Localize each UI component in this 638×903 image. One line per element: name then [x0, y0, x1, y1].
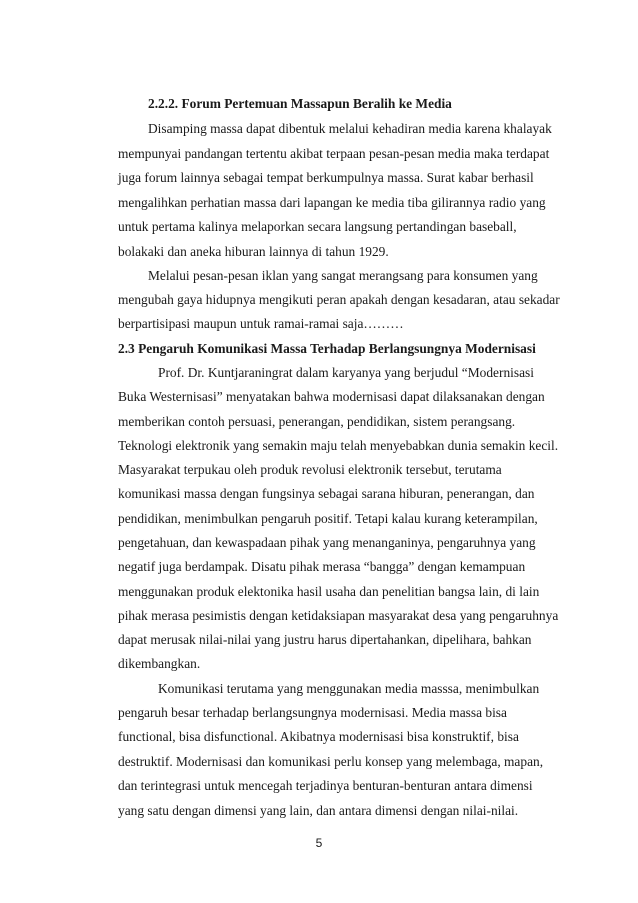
paragraph-line: menggunakan produk elektonika hasil usaha dan penelitian bangsa lain, di lain	[118, 584, 540, 599]
paragraph-line: memberikan contoh persuasi, penerangan, pendidikan, sistem perangsang.	[118, 414, 516, 429]
paragraph-line: yang satu dengan dimensi yang lain, dan antara dimensi dengan nilai-nilai.	[118, 803, 519, 818]
paragraph-line: functional, bisa disfunctional. Akibatnya modernisasi bisa konstruktif, bisa	[118, 729, 519, 744]
paragraph-line: pihak merasa pesimistis dengan ketidaksiapan masyarakat desa yang pengaruhnya	[118, 608, 559, 623]
section-heading: 2.2.2. Forum Pertemuan Massapun Beralih ke Media	[148, 96, 452, 111]
page-number: 5	[315, 836, 323, 850]
paragraph-line: bolakaki dan aneka hiburan lainnya di tahun 1929.	[118, 244, 389, 259]
paragraph-line: pendidikan, menimbulkan pengaruh positif. Tetapi kalau kurang keterampilan,	[118, 511, 538, 526]
paragraph-line: pengaruh besar terhadap berlangsungnya modernisasi. Media massa bisa	[118, 705, 507, 720]
paragraph-line: komunikasi massa dengan fungsinya sebagai sarana hiburan, penerangan, dan	[118, 486, 535, 501]
paragraph-line: pengetahuan, dan kewaspadaan pihak yang menanganinya, pengaruhnya yang	[118, 535, 536, 550]
paragraph-line: destruktif. Modernisasi dan komunikasi perlu konsep yang melembaga, mapan,	[118, 754, 544, 769]
paragraph-line: Prof. Dr. Kuntjaraningrat dalam karyanya yang berjudul “Modernisasi	[158, 365, 534, 380]
section-heading: 2.3 Pengaruh Komunikasi Massa Terhadap Berlangsungnya Modernisasi	[118, 341, 536, 356]
paragraph-line: negatif juga berdampak. Disatu pihak merasa “bangga” dengan kemampuan	[118, 559, 526, 574]
paragraph-line: Masyarakat terpukau oleh produk revolusi elektronik tersebut, terutama	[118, 462, 502, 477]
paragraph-line: dapat merusak nilai-nilai yang justru harus dipertahankan, dipelihara, bahkan	[118, 632, 532, 647]
paragraph-line: Melalui pesan-pesan iklan yang sangat merangsang para konsumen yang	[148, 268, 538, 283]
paragraph-line: mengubah gaya hidupnya mengikuti peran apakah dengan kesadaran, atau sekadar	[118, 292, 560, 307]
paragraph-line: Komunikasi terutama yang menggunakan media masssa, menimbulkan	[158, 681, 540, 696]
paragraph-line: juga forum lainnya sebagai tempat berkumpulnya massa. Surat kabar berhasil	[118, 170, 534, 185]
paragraph-line: mempunyai pandangan tertentu akibat terpaan pesan-pesan media maka terdapat	[118, 146, 550, 161]
paragraph-line: berpartisipasi maupun untuk ramai-ramai saja………	[118, 316, 404, 331]
paragraph-line: dan terintegrasi untuk mencegah terjadinya benturan-benturan antara dimensi	[118, 778, 533, 793]
paragraph-line: untuk pertama kalinya melaporkan secara langsung pertandingan baseball,	[118, 219, 517, 234]
paragraph-line: Buka Westernisasi” menyatakan bahwa modernisasi dapat dilaksanakan dengan	[118, 389, 545, 404]
paragraph-line: Teknologi elektronik yang semakin maju telah menyebabkan dunia semakin kecil.	[118, 438, 559, 453]
paragraph-line: Disamping massa dapat dibentuk melalui kehadiran media karena khalayak	[148, 121, 552, 136]
paragraph-line: mengalihkan perhatian massa dari lapangan ke media tiba gilirannya radio yang	[118, 195, 546, 210]
paragraph-line: dikembangkan.	[118, 656, 201, 671]
